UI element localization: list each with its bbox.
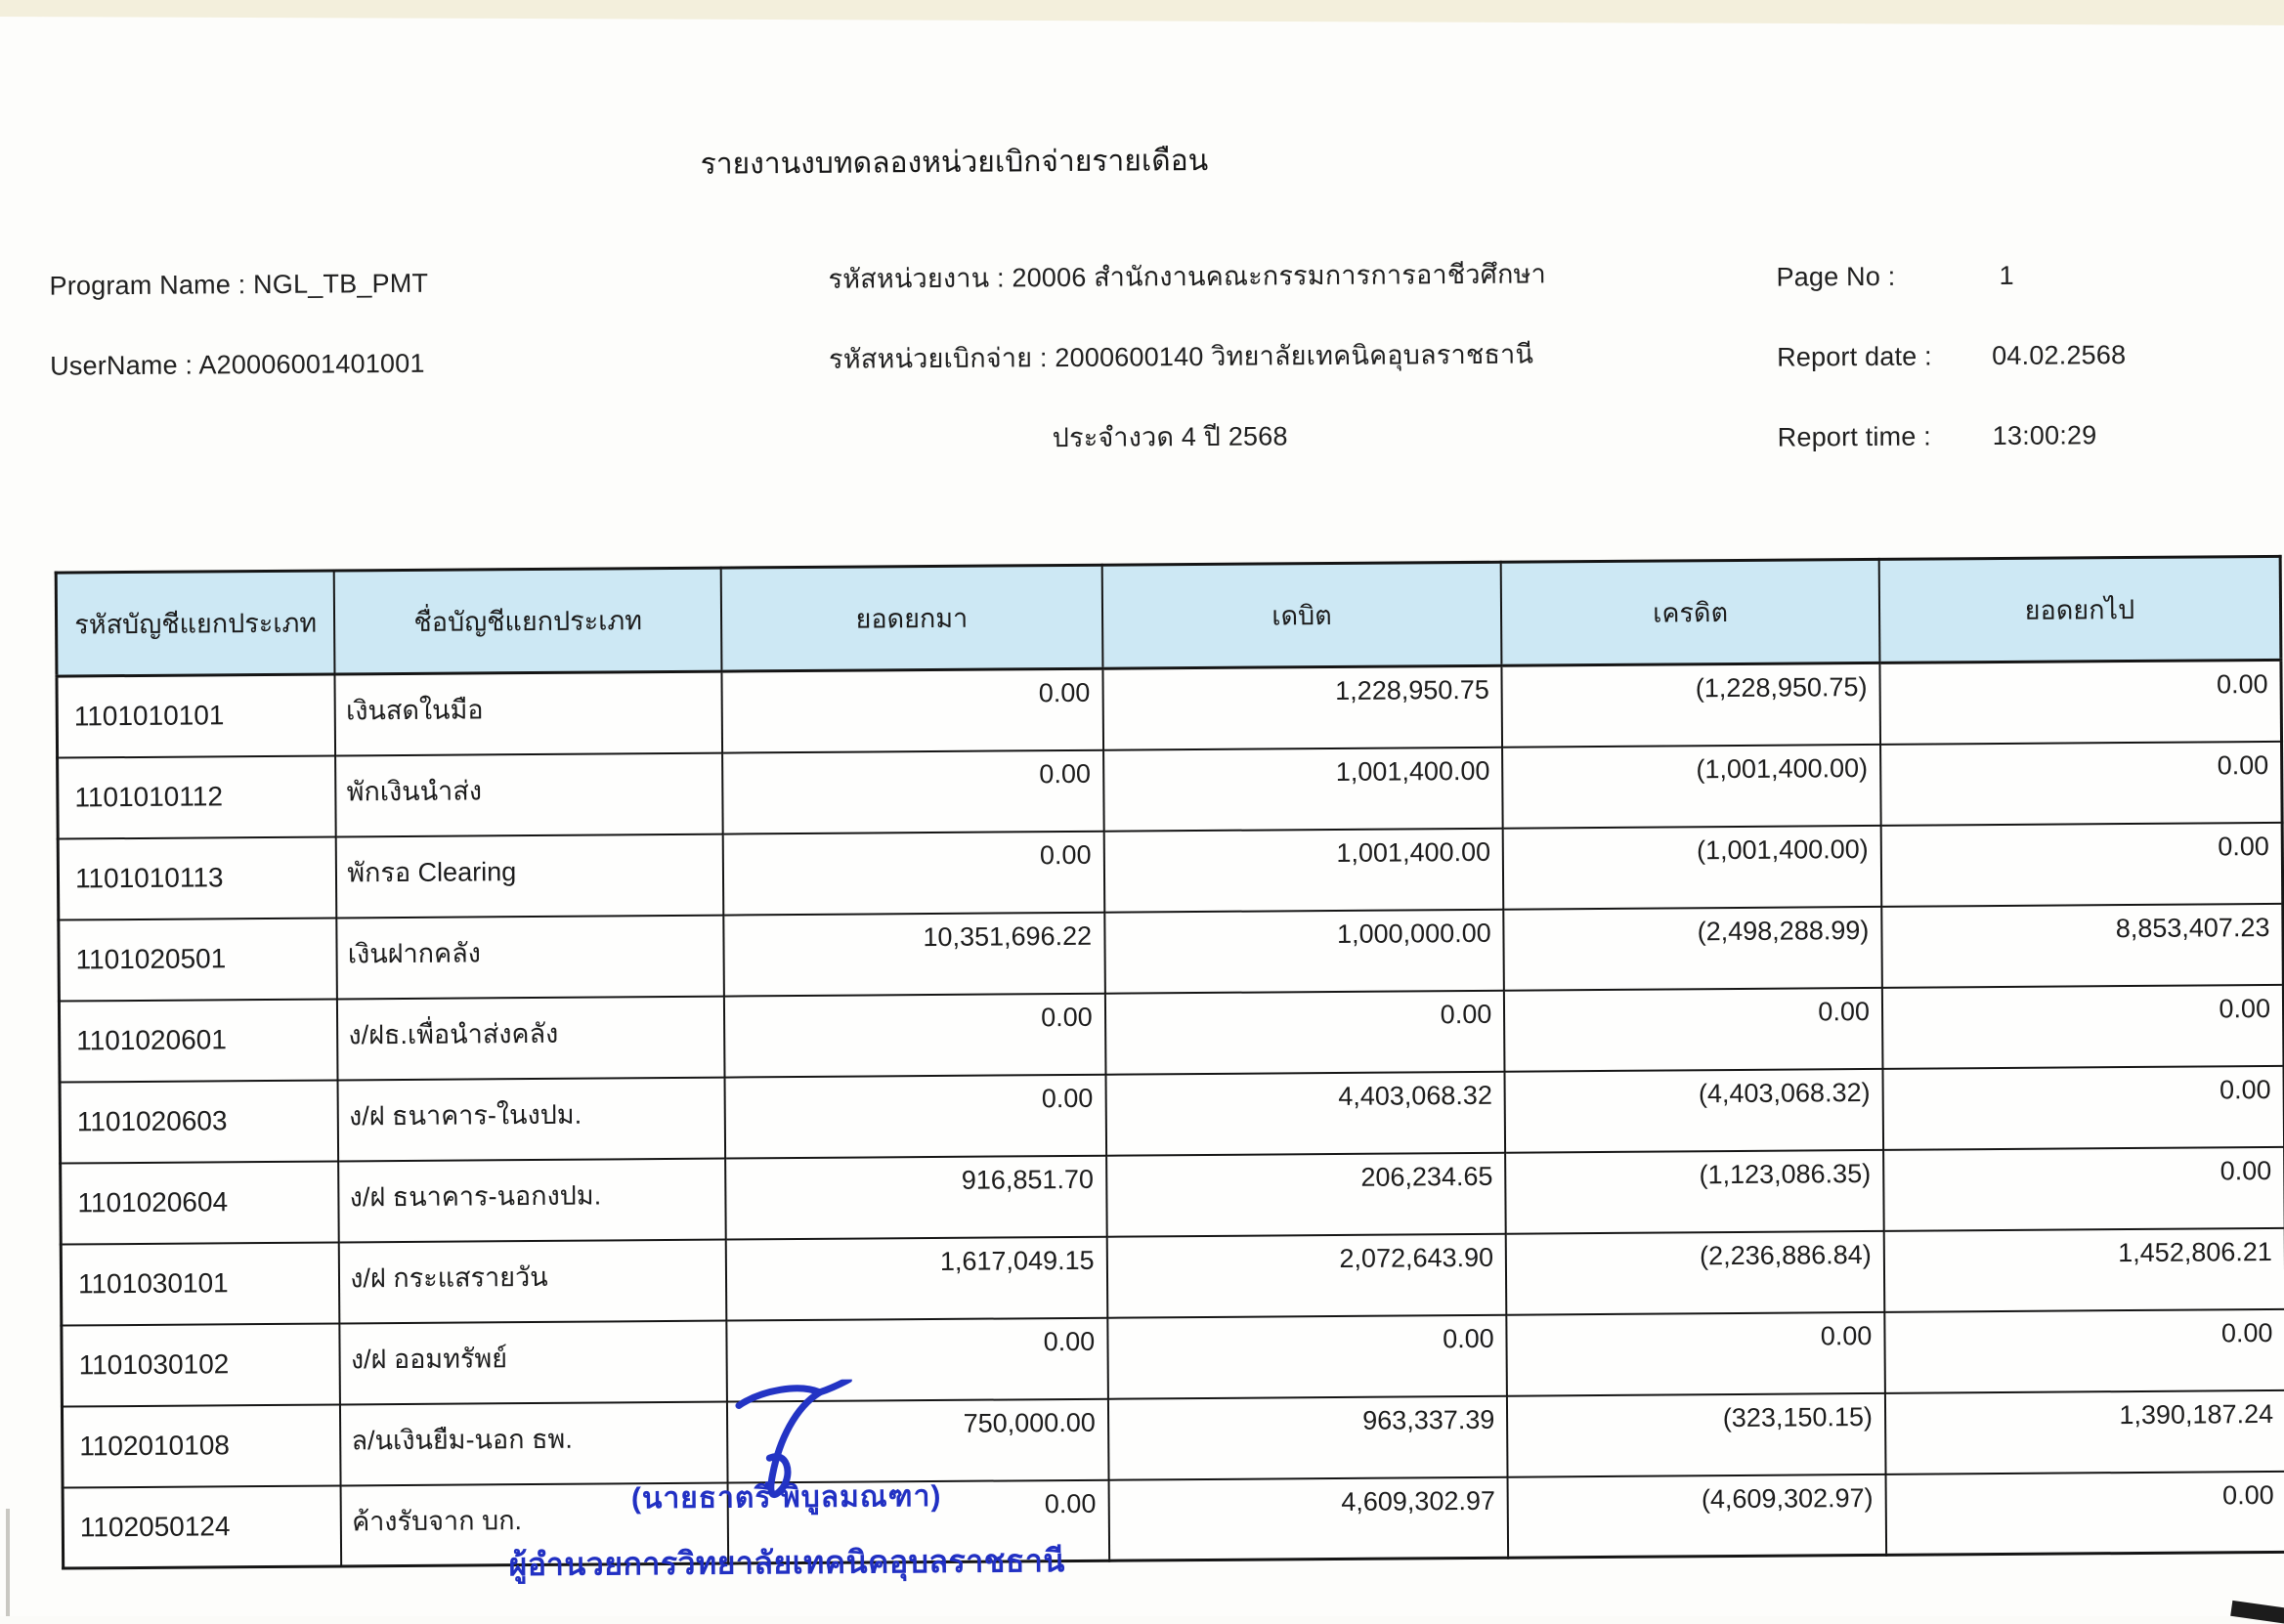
report-date-label: Report date :	[1777, 341, 1932, 372]
amount-cell: 0.00	[1883, 1146, 2284, 1230]
amount-cell: 1,390,187.24	[1885, 1389, 2284, 1474]
amount-cell: 1,001,400.00	[1103, 747, 1503, 831]
amount-cell: 963,337.39	[1108, 1395, 1508, 1479]
account-name-cell: ง/ฝธ.เพื่อนำส่งคลัง	[337, 996, 724, 1080]
username-line	[50, 349, 425, 382]
account-code-cell: 1101020601	[59, 999, 337, 1082]
column-header: ชื่อบัญชีแยกประเภท	[334, 568, 722, 674]
account-name-cell: พักเงินนำส่ง	[335, 752, 722, 836]
account-name-cell: ง/ฝ ออมทรัพย์	[340, 1320, 727, 1404]
account-code-cell: 1101020501	[59, 918, 337, 1001]
account-code-cell: 1101020603	[60, 1080, 338, 1163]
amount-cell: 916,851.70	[725, 1155, 1106, 1239]
amount-cell: 750,000.00	[727, 1398, 1108, 1482]
column-header: เครดิต	[1501, 559, 1879, 665]
amount-cell: 0.00	[728, 1479, 1109, 1563]
amount-cell: 0.00	[1881, 822, 2283, 906]
signature-mark	[725, 1380, 853, 1527]
column-header: รหัสบัญชีแยกประเภท	[56, 571, 335, 676]
table-header-row	[56, 556, 2281, 676]
report-date-value: 04.02.2568	[1992, 340, 2126, 371]
account-code-cell: 1101030101	[61, 1242, 339, 1325]
amount-cell: 0.00	[1882, 1065, 2284, 1149]
account-name-cell: เงินสดในมือ	[335, 671, 722, 755]
amount-cell: (1,228,950.75)	[1502, 662, 1880, 747]
account-code-cell: 1102050124	[63, 1485, 341, 1568]
amount-cell: 4,403,068.32	[1105, 1071, 1505, 1155]
amount-cell: 4,609,302.97	[1108, 1476, 1508, 1560]
amount-cell: 0.00	[1884, 1308, 2284, 1392]
amount-cell: 0.00	[1504, 987, 1882, 1071]
account-code-cell: 1102010108	[62, 1404, 340, 1487]
report-time-label: Report time :	[1778, 422, 1931, 453]
account-name-cell: ค้างรับจาก บก.	[341, 1482, 728, 1566]
amount-cell: (2,498,288.99)	[1504, 906, 1882, 990]
page-no-value: 1	[1999, 261, 2013, 291]
amount-cell: 0.00	[1879, 660, 2281, 744]
amount-cell: 10,351,696.22	[723, 912, 1104, 996]
amount-cell: 206,234.65	[1106, 1152, 1506, 1236]
table-row	[63, 1471, 2284, 1568]
amount-cell: 1,228,950.75	[1102, 665, 1502, 749]
account-name-cell: ง/ฝ ธนาคาร-ในงปม.	[338, 1077, 725, 1161]
account-code-cell: 1101020604	[61, 1161, 339, 1244]
amount-cell: (323,150.15)	[1507, 1392, 1885, 1476]
amount-cell: 1,001,400.00	[1103, 828, 1503, 912]
amount-cell: 0.00	[1882, 984, 2284, 1068]
stamp-signer-title: ผู้อำนวยการวิทยาลัยเทคนิคอุบลราชธานี	[489, 1536, 1085, 1590]
column-header: เดบิต	[1101, 562, 1501, 668]
page-no-label: Page No :	[1776, 262, 1895, 293]
amount-cell: 0.00	[1880, 741, 2282, 825]
program-name-value: NGL_TB_PMT	[253, 269, 428, 299]
amount-cell: 0.00	[1885, 1471, 2284, 1555]
amount-cell: (1,123,086.35)	[1505, 1149, 1883, 1233]
amount-cell: 0.00	[722, 749, 1103, 833]
amount-cell: 0.00	[723, 831, 1104, 915]
account-name-cell: พักรอ Clearing	[336, 833, 723, 918]
amount-cell: (4,403,068.32)	[1505, 1068, 1883, 1152]
amount-cell: (4,609,302.97)	[1508, 1474, 1886, 1558]
amount-cell: 8,853,407.23	[1881, 903, 2283, 987]
account-name-cell: ง/ฝ กระแสรายวัน	[339, 1239, 726, 1323]
stamp-signer-name: (นายธาตรี พิบูลมณฑา)	[488, 1473, 1084, 1522]
amount-cell: (1,001,400.00)	[1502, 744, 1880, 828]
amount-cell: 0.00	[726, 1317, 1107, 1401]
amount-cell: 0.00	[1105, 990, 1505, 1074]
column-header: ยอดยกไป	[1879, 556, 2281, 662]
scan-edge-artifact	[2230, 1601, 2284, 1624]
account-name-cell: ง/ฝ ธนาคาร-นอกงปม.	[338, 1158, 725, 1242]
amount-cell: 2,072,643.90	[1106, 1233, 1506, 1317]
amount-cell: 1,000,000.00	[1104, 909, 1504, 993]
trial-balance-table	[55, 555, 2284, 1570]
department-line: รหัสหน่วยงาน : 20006 สำนักงานคณะกรรมการการอาชีวศึกษา	[828, 252, 1546, 299]
report-time-value: 13:00:29	[1993, 420, 2097, 451]
program-name-label: Program Name :	[49, 270, 245, 300]
column-header: ยอดยกมา	[721, 565, 1102, 671]
amount-cell: 0.00	[1107, 1314, 1507, 1398]
amount-cell: 0.00	[1507, 1311, 1885, 1395]
account-code-cell: 1101030102	[62, 1323, 340, 1406]
amount-cell: 0.00	[724, 993, 1105, 1077]
amount-cell: 1,452,806.21	[1884, 1227, 2284, 1311]
amount-cell: 0.00	[725, 1074, 1106, 1158]
report-title: รายงานงบทดลองหน่วยเบิกจ่ายรายเดือน	[700, 138, 1208, 188]
username-value: A20006001401001	[198, 349, 424, 380]
account-name-cell: เงินฝากคลัง	[337, 915, 724, 999]
disbursement-unit-line: รหัสหน่วยเบิกจ่าย : 2000600140 วิทยาลัยเทคนิคอุบลราชธานี	[829, 332, 1533, 379]
account-name-cell: ล/นเงินยืม-นอก ธพ.	[340, 1401, 727, 1485]
period-line: ประจำงวด 4 ปี 2568	[1053, 414, 1288, 458]
account-code-cell: 1101010113	[58, 836, 336, 919]
amount-cell: 0.00	[722, 668, 1103, 752]
account-code-cell: 1101010101	[57, 674, 335, 757]
amount-cell: (1,001,400.00)	[1503, 825, 1881, 909]
account-code-cell: 1101010112	[58, 755, 336, 838]
username-label: UserName :	[50, 351, 193, 381]
amount-cell: (2,236,886.84)	[1506, 1230, 1884, 1314]
amount-cell: 1,617,049.15	[726, 1236, 1107, 1320]
program-name-line	[49, 269, 428, 302]
scan-edge-left	[6, 1509, 10, 1616]
